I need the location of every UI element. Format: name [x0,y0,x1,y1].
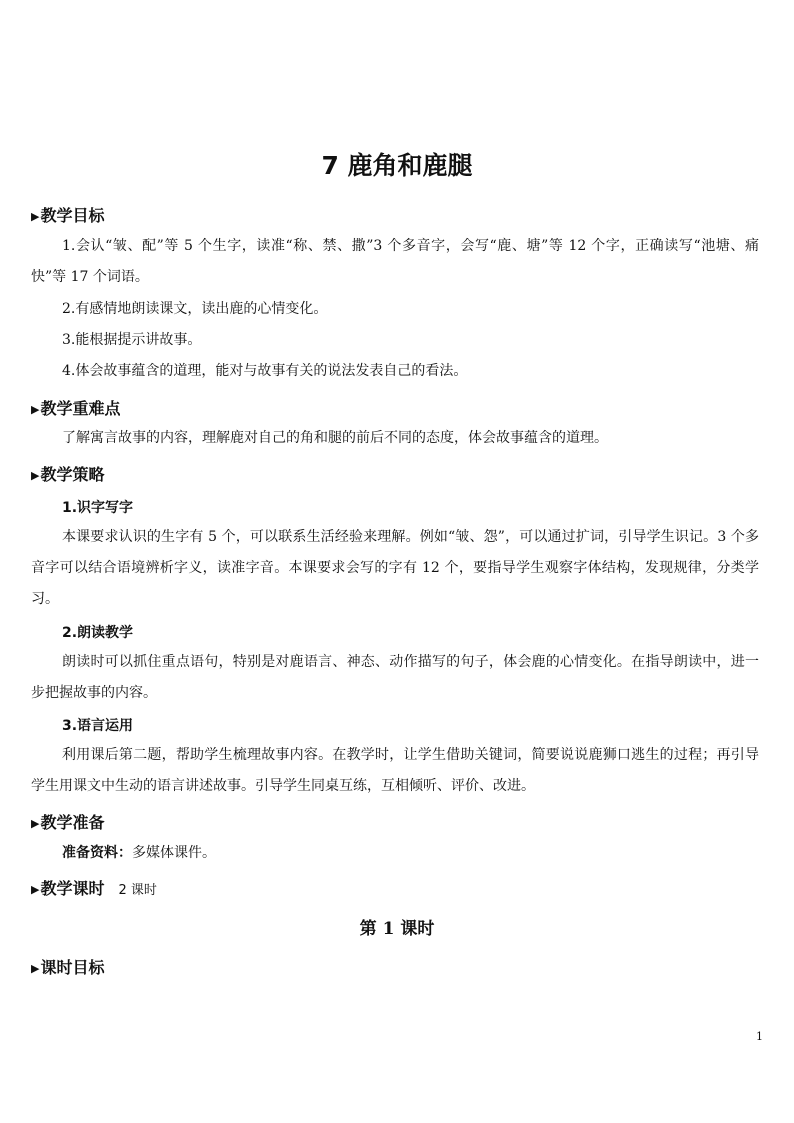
preparation-text [31,838,759,869]
preparation-value: 多媒体课件。 [132,845,216,861]
triangle-bullet-icon: ▶ [31,817,40,830]
triangle-bullet-icon: ▶ [31,962,40,975]
heading-key-points: ▶教学重难点 [31,399,121,418]
page-number: 1 [756,1030,763,1043]
session-title: 第 1 课时 [359,919,435,939]
class-hours-value: 2 课时 [118,883,157,898]
triangle-bullet-icon: ▶ [31,403,40,416]
goal-item-4: 4.体会故事蕴含的道理，能对与故事有关的说法发表自己的看法。 [62,363,468,379]
triangle-bullet-icon: ▶ [31,469,40,482]
heading-session-goals: ▶课时目标 [31,958,105,977]
heading-class-hours: ▶教学课时 2 课时 [31,879,157,898]
page-title: 7 鹿角和鹿腿 [321,151,473,180]
goal-item-3: 3.能根据提示讲故事。 [62,332,202,348]
heading-preparation: ▶教学准备 [31,813,105,832]
strategy-subheading-1: 1.识字写字 [62,500,134,516]
heading-teaching-strategy: ▶教学策略 [31,465,105,484]
goal-item-2: 2.有感情地朗读课文，读出鹿的心情变化。 [62,301,328,317]
goal-item-1: 1.会认“皱、配”等 5 个生字，读准“称、禁、撒”3 个多音字，会写“鹿、塘”等 12 个字，正确读写“池塘、痛快”等 17 个词语。 [31,238,759,285]
preparation-label: 准备资料： [62,845,132,861]
key-points-text: 了解寓言故事的内容，理解鹿对自己的角和腿的前后不同的态度，体会故事蕴含的道理。 [62,430,608,446]
strategy-subheading-2: 2.朗读教学 [62,625,134,641]
heading-teaching-goals: ▶教学目标 [31,206,105,225]
strategy-subheading-3: 3.语言运用 [62,718,134,734]
strategy-text-2: 朗读时可以抓住重点语句，特别是对鹿语言、神态、动作描写的句子，体会鹿的心情变化。在指导朗读中，进一步把握故事的内容。 [31,654,759,701]
strategy-text-3: 利用课后第二题，帮助学生梳理故事内容。在教学时，让学生借助关键词，简要说说鹿狮口逃生的过程；再引导学生用课文中生动的语言讲述故事。引导学生同桌互练，互相倾听、评价、改进。 [31,747,759,794]
strategy-text-1: 本课要求认识的生字有 5 个，可以联系生活经验来理解。例如“皱、怨”，可以通过扩词，引导学生识记。3 个多音字可以结合语境辨析字义，读准字音。本课要求会写的字有 12 个，要指导学生观察字体结构，发现规律，分类学习。 [31,529,759,607]
triangle-bullet-icon: ▶ [31,883,40,896]
triangle-bullet-icon: ▶ [31,210,40,223]
